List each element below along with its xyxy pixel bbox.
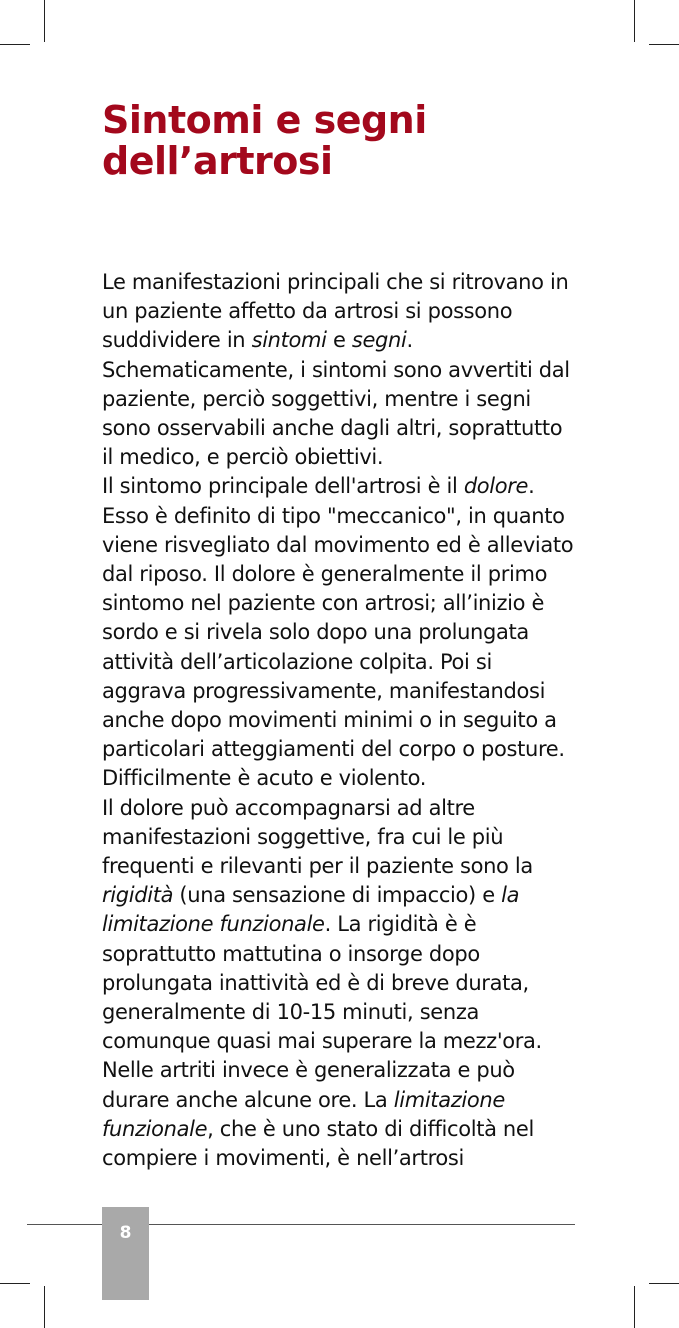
body-text (102, 268, 622, 1173)
body-line (102, 881, 622, 910)
body-line (102, 940, 622, 969)
text-segment: frequenti e rilevanti per il paziente sono la (102, 854, 533, 879)
crop-mark-bottom-right (634, 1286, 635, 1328)
crop-mark-top-left (44, 0, 45, 42)
text-segment: il medico, e perciò obiettivi. (102, 445, 384, 470)
text-segment: . La rigidità è è (324, 912, 477, 937)
text-segment: sintomo nel paziente con artrosi; all’inizio è (102, 591, 545, 616)
text-segment: Esso è definito di tipo "meccanico", in quanto (102, 503, 565, 528)
text-segment: anche dopo movimenti minimi o in seguito a (102, 708, 557, 733)
body-line (102, 385, 622, 414)
italic-term: funzionale (102, 1116, 208, 1141)
crop-mark-bottom-left-h (0, 1283, 30, 1284)
body-line (102, 1115, 622, 1144)
text-segment: sono osservabili anche dagli altri, soprattutto (102, 416, 563, 441)
body-line (102, 443, 622, 472)
text-segment: durare anche alcune ore. La (102, 1087, 394, 1112)
text-segment: aggrava progressivamente, manifestandosi (102, 678, 546, 703)
body-line (102, 472, 622, 501)
body-line (102, 998, 622, 1027)
crop-mark-top-right (634, 0, 635, 42)
italic-term: segni (351, 328, 407, 353)
text-segment: . (406, 328, 413, 353)
body-line (102, 852, 622, 881)
page-title (102, 100, 602, 182)
body-line (102, 268, 622, 297)
body-line (102, 1144, 622, 1173)
text-segment: Nelle artriti invece è generalizzata e può (102, 1058, 515, 1083)
italic-term: limitazione funzionale (102, 912, 325, 937)
body-line (102, 297, 622, 326)
text-segment: , che è uno stato di difficoltà nel (207, 1116, 534, 1141)
text-segment: Il dolore può accompagnarsi ad altre (102, 795, 475, 820)
body-line (102, 969, 622, 998)
text-segment: generalmente di 10-15 minuti, senza (102, 1000, 480, 1025)
body-line (102, 1086, 622, 1115)
italic-term: limitazione (393, 1087, 505, 1112)
body-line (102, 648, 622, 677)
body-line (102, 326, 622, 355)
body-line (102, 589, 622, 618)
body-line (102, 1056, 622, 1085)
text-segment: suddividere in (102, 328, 252, 353)
body-line (102, 706, 622, 735)
body-line (102, 1027, 622, 1056)
crop-mark-bottom-right-h (649, 1283, 679, 1284)
text-segment: e (326, 328, 352, 353)
text-segment: paziente, perciò soggettivi, mentre i segni (102, 386, 531, 411)
body-line (102, 356, 622, 385)
body-line (102, 677, 622, 706)
text-segment: (una sensazione di impaccio) e (173, 883, 502, 908)
text-segment: Le manifestazioni principali che si ritrovano in (102, 270, 569, 294)
crop-mark-top-right-h (649, 44, 679, 45)
text-segment: soprattutto mattutina o insorge dopo (102, 941, 480, 966)
body-line (102, 910, 622, 939)
body-line (102, 618, 622, 647)
italic-term: la (501, 883, 520, 908)
page-number: 8 (119, 1223, 132, 1243)
text-segment: dal riposo. Il dolore è generalmente il primo (102, 562, 548, 587)
text-segment: attività dell’articolazione colpita. Poi si (102, 649, 492, 674)
page-title-line-1: Sintomi e segni (102, 98, 427, 142)
page-number-tab (102, 1207, 149, 1300)
page-title-line-2: dell’artrosi (102, 139, 333, 183)
crop-mark-top-left-h (0, 44, 30, 45)
body-line (102, 764, 622, 793)
text-segment: Il sintomo principale dell'artrosi è il (102, 474, 464, 499)
text-segment: manifestazioni soggettive, fra cui le più (102, 824, 504, 849)
italic-term: dolore (463, 474, 529, 499)
text-segment: un paziente affetto da artrosi si possono (102, 299, 513, 324)
crop-mark-bottom-left (44, 1286, 45, 1328)
body-line (102, 502, 622, 531)
body-line (102, 560, 622, 589)
text-segment: Schematicamente, i sintomi sono avvertiti dal (102, 357, 570, 382)
body-line (102, 531, 622, 560)
body-line (102, 414, 622, 443)
text-segment: compiere i movimenti, è nell’artrosi (102, 1146, 464, 1171)
text-segment: particolari atteggiamenti del corpo o posture. (102, 737, 565, 762)
text-segment: comunque quasi mai superare la mezz'ora. (102, 1029, 542, 1054)
text-segment: Difficilmente è acuto e violento. (102, 766, 427, 791)
text-segment: prolungata inattività ed è di breve durata, (102, 970, 529, 995)
italic-term: sintomi (251, 328, 327, 353)
text-segment: viene risvegliato dal movimento ed è alleviato (102, 532, 574, 557)
text-segment: sordo e si rivela solo dopo una prolungata (102, 620, 529, 645)
body-line (102, 823, 622, 852)
text-segment: . (528, 474, 535, 499)
body-line (102, 794, 622, 823)
body-line (102, 735, 622, 764)
italic-term: rigidità (102, 883, 174, 908)
